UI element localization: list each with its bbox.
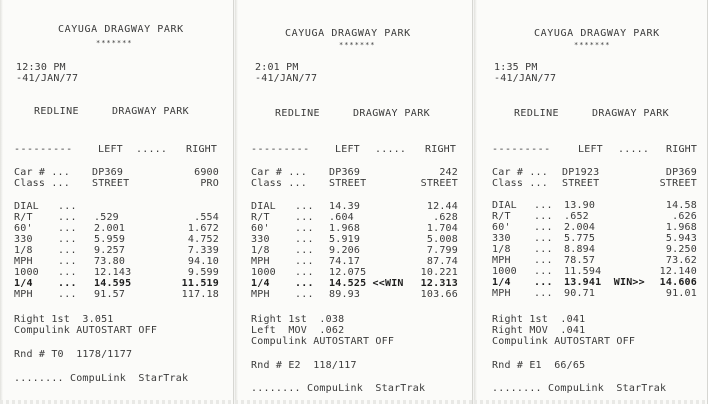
tear-edge (235, 400, 472, 404)
stars: ******* (96, 39, 133, 47)
row-left-value: 78.57 (564, 255, 596, 266)
row-label: 60' (14, 223, 33, 234)
row-left-value: .529 (94, 212, 119, 223)
car-right: DP369 (665, 167, 697, 178)
date: -41/JAN/77 (16, 73, 79, 84)
row-right-value: 14.58 (665, 200, 697, 211)
row-right-value: 7.339 (187, 245, 219, 256)
row-label: MPH (251, 256, 270, 267)
row-dots: ... (534, 266, 553, 277)
row-dots: ... (58, 234, 77, 245)
row-left-value: 89.93 (329, 289, 361, 300)
car-left: DP369 (92, 167, 124, 178)
row-label: 1/8 (251, 245, 270, 256)
row-dots: ... (58, 212, 77, 223)
row-left-value: 74.17 (329, 256, 361, 267)
row-left-value: 5.775 (564, 233, 596, 244)
row-right-value: 1.704 (426, 223, 458, 234)
class-left: STREET (329, 178, 367, 189)
track-name: CAYUGA DRAGWAY PARK (534, 28, 660, 39)
row-right-value: 73.62 (665, 255, 697, 266)
row-dots: ... (295, 256, 314, 267)
row-right-value: .626 (672, 211, 697, 222)
row-dots: ... (295, 245, 314, 256)
row-right-value: 1.968 (665, 222, 697, 233)
row-right-value: .554 (194, 212, 219, 223)
row-label: MPH (492, 255, 511, 266)
footer-line: Right 1st .038 (251, 314, 345, 325)
car-right: 6900 (194, 167, 219, 178)
row-dots: ... (534, 233, 553, 244)
class-left: STREET (92, 178, 130, 189)
row-label: 1/4 (492, 277, 511, 288)
row-right-value: 117.18 (181, 289, 219, 300)
row-label: MPH (14, 289, 33, 300)
row-right-value: 5.008 (426, 234, 458, 245)
row-label: 330 (14, 234, 33, 245)
row-right-value: 91.01 (665, 288, 697, 299)
row-left-value: 11.594 (564, 266, 602, 277)
car-left: DP369 (329, 167, 361, 178)
class-label: Class ... (14, 178, 70, 189)
row-label: 1/8 (14, 245, 33, 256)
time: 2:01 PM (255, 62, 299, 73)
row-dots: ... (534, 222, 553, 233)
row-left-value: 90.71 (564, 288, 596, 299)
row-dots: ... (534, 244, 553, 255)
dots-divider: ..... (375, 144, 407, 155)
row-right-value: 87.74 (426, 256, 458, 267)
footer-line: Right MOV .041 (492, 325, 586, 336)
left-header: LEFT (578, 144, 603, 155)
right-header: RIGHT (186, 144, 218, 155)
dash-divider: --------- (251, 144, 310, 155)
row-left-value: 2.001 (94, 223, 126, 234)
row-dots: ... (295, 267, 314, 278)
round-number: Rnd # E2 118/117 (251, 360, 357, 371)
row-label: MPH (14, 256, 33, 267)
footer-line: Compulink AUTOSTART OFF (14, 325, 158, 336)
row-left-value: 1.968 (329, 223, 361, 234)
row-right-value: 12.44 (426, 201, 458, 212)
date: -41/JAN/77 (494, 73, 557, 84)
row-left-value: 14.595 (94, 278, 132, 289)
right-header: RIGHT (425, 144, 457, 155)
row-left-value: 5.919 (329, 234, 361, 245)
stars: ******* (574, 41, 611, 49)
row-left-value: .652 (564, 211, 589, 222)
row-left-value: 12.143 (94, 267, 132, 278)
row-left-value: 9.257 (94, 245, 126, 256)
footer-line: Compulink AUTOSTART OFF (492, 336, 636, 347)
car-label: Car # ... (14, 167, 70, 178)
row-left-value: 14.39 (329, 201, 361, 212)
dash-divider: --------- (492, 144, 551, 155)
row-dots: ... (58, 278, 77, 289)
row-dots: ... (534, 200, 553, 211)
timeslip-3 (474, 0, 708, 404)
row-left-value: 14.525 <<WIN (329, 278, 404, 289)
row-right-value: 94.10 (187, 256, 219, 267)
footer-line: Right 1st 3.051 (14, 314, 114, 325)
row-right-value: 5.943 (665, 233, 697, 244)
row-label: R/T (251, 212, 270, 223)
row-left-value: 8.894 (564, 244, 596, 255)
left-header: LEFT (98, 144, 123, 155)
row-left-value: 5.959 (94, 234, 126, 245)
row-label: 1/4 (251, 278, 270, 289)
brand-line: ........ CompuLink StarTrak (251, 383, 426, 394)
row-right-value: 9.599 (187, 267, 219, 278)
row-right-value: .628 (433, 212, 458, 223)
class-label: Class ... (251, 178, 307, 189)
row-right-value: 12.313 (420, 278, 458, 289)
row-dots: ... (295, 278, 314, 289)
row-left-value: 73.80 (94, 256, 126, 267)
row-label: MPH (492, 288, 511, 299)
row-label: 1000 (14, 267, 39, 278)
row-right-value: 1.672 (187, 223, 219, 234)
footer-line: Compulink AUTOSTART OFF (251, 336, 395, 347)
lane-left-name: REDLINE (275, 108, 320, 119)
round-number: Rnd # T0 1178/1177 (14, 349, 133, 360)
footer-line: Left MOV .062 (251, 325, 345, 336)
row-dots: ... (295, 223, 314, 234)
lane-left-name: REDLINE (514, 108, 559, 119)
row-dots: ... (534, 277, 553, 288)
row-dots: ... (295, 289, 314, 300)
time: 12:30 PM (16, 62, 66, 73)
car-label: Car # ... (251, 167, 307, 178)
car-label: Car # ... (492, 167, 548, 178)
stars: ******* (339, 41, 376, 49)
row-dots: ... (58, 267, 77, 278)
car-left: DP1923 (562, 167, 600, 178)
row-left-value: 9.206 (329, 245, 361, 256)
row-label: 330 (492, 233, 511, 244)
row-right-value: 10.221 (420, 267, 458, 278)
class-label: Class ... (492, 178, 548, 189)
brand-line: ........ CompuLink StarTrak (14, 373, 189, 384)
track-name: CAYUGA DRAGWAY PARK (58, 24, 184, 35)
row-right-value: 103.66 (420, 289, 458, 300)
footer-line: Right 1st .041 (492, 314, 586, 325)
row-label: 330 (251, 234, 270, 245)
row-left-value: 13.941 WIN>> (564, 277, 645, 288)
car-right: 242 (439, 167, 458, 178)
row-right-value: 4.752 (187, 234, 219, 245)
row-label: DIAL (14, 201, 39, 212)
class-right: STREET (659, 178, 697, 189)
left-header: LEFT (335, 144, 360, 155)
dash-divider: --------- (14, 144, 73, 155)
row-right-value: 9.250 (665, 244, 697, 255)
timeslip-2 (235, 0, 473, 404)
class-right: STREET (420, 178, 458, 189)
brand-line: ........ CompuLink StarTrak (492, 383, 667, 394)
row-label: 1000 (251, 267, 276, 278)
row-dots: ... (534, 211, 553, 222)
row-label: R/T (492, 211, 511, 222)
class-left: STREET (562, 178, 600, 189)
lane-right-name: DRAGWAY PARK (353, 108, 431, 119)
tear-edge (0, 400, 233, 404)
timeslip-1 (0, 0, 234, 404)
row-left-value: 12.075 (329, 267, 367, 278)
row-right-value: 12.140 (659, 266, 697, 277)
row-dots: ... (58, 289, 77, 300)
row-label: MPH (251, 289, 270, 300)
row-dots: ... (534, 288, 553, 299)
row-dots: ... (58, 256, 77, 267)
row-label: 60' (492, 222, 511, 233)
track-name: CAYUGA DRAGWAY PARK (285, 28, 411, 39)
row-dots: ... (534, 255, 553, 266)
row-dots: ... (295, 234, 314, 245)
row-dots: ... (58, 223, 77, 234)
time: 1:35 PM (494, 62, 538, 73)
row-left-value: 2.004 (564, 222, 596, 233)
lane-left-name: REDLINE (34, 106, 79, 117)
right-header: RIGHT (666, 144, 698, 155)
row-label: DIAL (492, 200, 517, 211)
row-label: R/T (14, 212, 33, 223)
round-number: Rnd # E1 66/65 (492, 360, 586, 371)
dots-divider: ..... (136, 144, 168, 155)
row-dots: ... (295, 201, 314, 212)
class-right: PRO (200, 178, 219, 189)
row-label: 60' (251, 223, 270, 234)
lane-right-name: DRAGWAY PARK (592, 108, 670, 119)
dots-divider: ..... (618, 144, 650, 155)
row-left-value: 91.57 (94, 289, 126, 300)
row-label: 1/8 (492, 244, 511, 255)
tear-edge (474, 400, 707, 404)
lane-right-name: DRAGWAY PARK (112, 106, 190, 117)
row-dots: ... (58, 245, 77, 256)
date: -41/JAN/77 (255, 73, 318, 84)
row-label: 1000 (492, 266, 517, 277)
row-dots: ... (295, 212, 314, 223)
row-label: DIAL (251, 201, 276, 212)
row-right-value: 11.519 (181, 278, 219, 289)
row-dots: ... (58, 201, 77, 212)
row-right-value: 7.799 (426, 245, 458, 256)
row-left-value: 13.90 (564, 200, 596, 211)
row-left-value: .604 (329, 212, 354, 223)
row-right-value: 14.606 (659, 277, 697, 288)
row-label: 1/4 (14, 278, 33, 289)
